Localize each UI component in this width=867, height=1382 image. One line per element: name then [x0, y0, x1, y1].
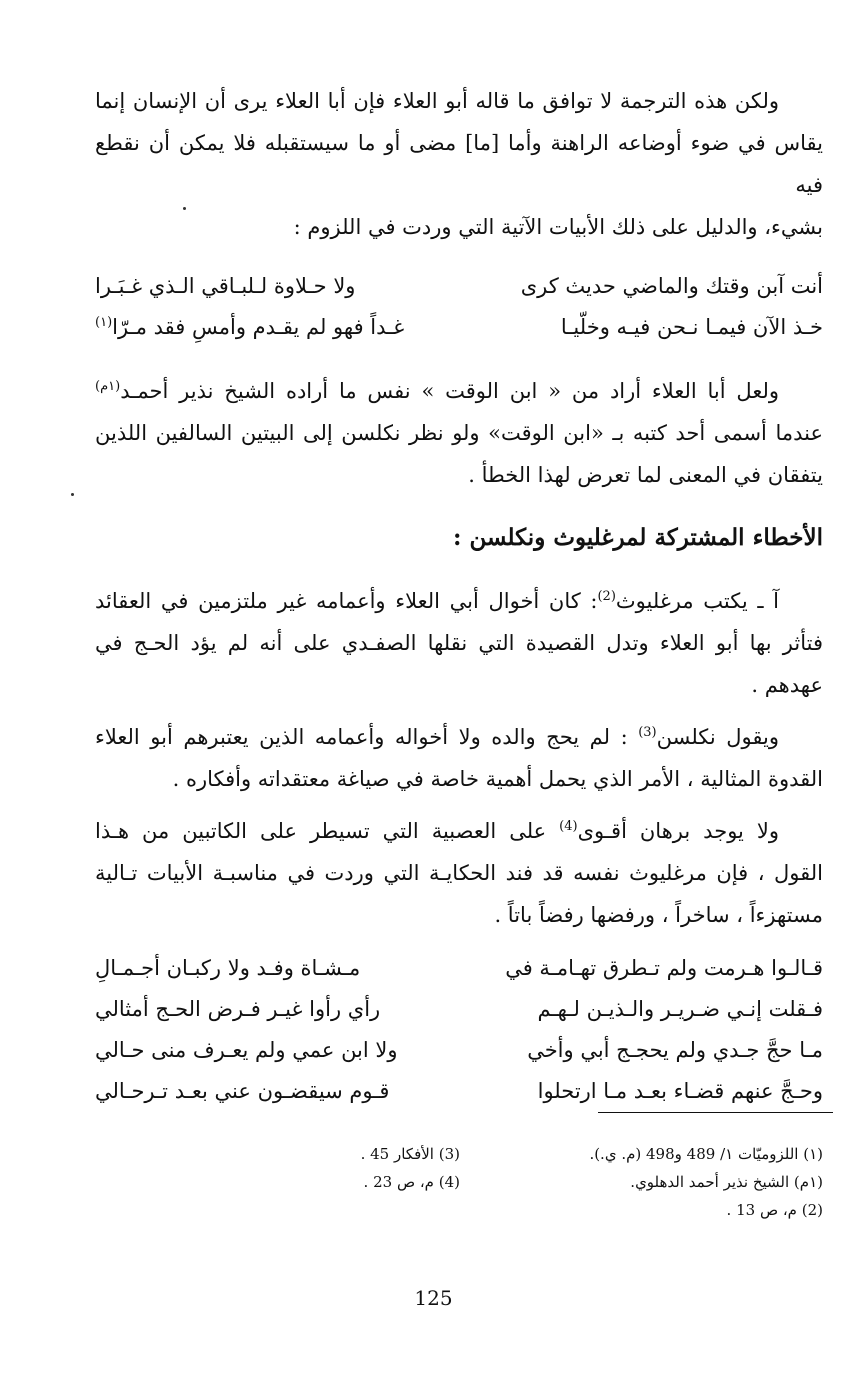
footnote-ref: (١م) [95, 379, 121, 394]
p4-text-a: ويقول نكلسن [656, 725, 779, 749]
verse-hemistich-right: وحـجَّ عنهم قضـاء بعـد مـا ارتحلوا [537, 1079, 823, 1103]
footnote: (١م) الشيخ نذير أحمد الدهلوي. [630, 1173, 823, 1191]
footnote: (4) م، ص 23 . [363, 1173, 460, 1191]
footnote-ref: (2) [597, 589, 616, 604]
scan-speck [183, 207, 186, 210]
page-body [95, 80, 823, 1112]
paragraph-4 [95, 716, 823, 800]
verse-row [95, 1030, 823, 1071]
verse-hemistich-right: قـالـوا هـرمت ولم تـطرق تهـامـة في [505, 956, 823, 980]
footnote-ref: (3) [638, 725, 657, 740]
p4-line-2: القدوة المثالية ، الأمر الذي يحمل أهمية خاصة في صياغة معتقداته وأفكاره . [172, 767, 823, 791]
p5-line-1 [95, 810, 823, 852]
p2-text: ولعل أبا العلاء أراد من « ابن الوقت » نفس ما أراده الشيخ نذير أحمـد [120, 379, 779, 403]
verse-hemistich-left: قـوم سيقضـون عني بعـد تـرحـالي [95, 1079, 390, 1103]
p2-line-3: يتفقان في المعنى لما تعرض لهذا الخطأ . [468, 463, 823, 487]
p5-text-a: ولا يوجد برهان أقـوى [577, 819, 779, 843]
paragraph-5 [95, 810, 823, 936]
footnote: (2) م، ص 13 . [726, 1201, 823, 1219]
p5-text-b: على العصبية التي تسيطر على الكاتبين من هـذا [95, 819, 560, 843]
p3-text-b: : كان أخوال أبي العلاء وأعمامه غير ملتزمين في العقائد [95, 589, 598, 613]
verse-row [95, 1071, 823, 1112]
p3-line-2: فتأثر بها أبو العلاء وتدل القصيدة التي نقلها الصفـدي على أنه لم يؤد الحـج في [95, 631, 823, 655]
p1-line-1: ولكن هذه الترجمة لا توافق ما قاله أبو العلاء فإن أبا العلاء يرى أن الإنسان إنما [95, 89, 779, 113]
verse-row [95, 307, 823, 348]
footnote: (١) اللزوميّات ١/ 489 و498 (م. ي.). [589, 1145, 823, 1163]
footnotes-left-column [310, 1140, 460, 1224]
verse-hemistich-left [95, 307, 452, 348]
verse-hemistich-right: فـقلت إنـي ضـريـر والـذيـن لـهـم [537, 997, 823, 1021]
verse-hemistich-left: مـشـاة وفـد ولا ركبـان أجـمـالِ [95, 956, 361, 980]
p1-line-3: بشيء، والدليل على ذلك الأبيات الآتية التي وردت في اللزوم : [293, 215, 823, 239]
verse-hemistich-left: ولا حـلاوة لـلبـاقي الـذي غـبَـرا [95, 274, 356, 298]
verse-hemistich-right: أنت آبن وقتك والماضي حديث كرى [520, 274, 823, 298]
verse-text: غـداً فهو لم يقـدم وأمسِ فقد مـرّا [112, 315, 405, 339]
paragraph-3 [95, 580, 823, 706]
verse-row [95, 948, 823, 989]
p2-line-2: عندما أسمى أحد كتبه بـ «ابن الوقت» ولو نظر نكلسن إلى البيتين السالفين اللذين [95, 421, 823, 445]
verse-row [95, 989, 823, 1030]
footnote-ref: (4) [559, 819, 578, 834]
verse-block-2 [95, 948, 823, 1112]
p3-line-3: عهدهم . [751, 673, 823, 697]
footnote-ref: (١) [95, 315, 113, 330]
verse-hemistich-left: رأي رأوا غيـر فـرض الحـج أمثالي [95, 997, 381, 1021]
footnotes-right-column [483, 1140, 823, 1224]
p3-text-a: آ ـ يكتب مرغليوث [615, 589, 779, 613]
paragraph-2 [95, 370, 823, 496]
p5-line-3: مستهزءاً ، ساخراً ، ورفضها رفضاً باتاً . [494, 903, 823, 927]
verse-hemistich-right: خـذ الآن فيمـا نـحن فيـه وخلّيـا [560, 315, 823, 339]
p2-line-1 [95, 370, 823, 412]
footnotes [310, 1140, 823, 1224]
verse-hemistich-left: ولا ابن عمي ولم يعـرف منى حـالي [95, 1038, 398, 1062]
scan-speck [71, 493, 74, 496]
verse-row [95, 266, 823, 307]
p3-line-1 [95, 580, 823, 622]
p1-line-2: يقاس في ضوء أوضاعه الراهنة وأما [ما] مضى أو ما سيستقبله فلا يمكن أن نقطع فيه [95, 131, 823, 197]
footnote-separator [598, 1112, 833, 1113]
verse-hemistich-right: مـا حجَّ جـدي ولم يحجـج أبي وأخي [527, 1038, 823, 1062]
section-heading: الأخطاء المشتركة لمرغليوث ونكلسن : [452, 524, 823, 551]
p4-line-1 [95, 716, 823, 758]
p4-text-b: : لم يحج والده ولا أخواله وأعمامه الذين يعتبرهم أبو العلاء [95, 725, 639, 749]
paragraph-1 [95, 80, 823, 248]
footnote: (3) الأفكار 45 . [360, 1145, 460, 1163]
verse-block-1 [95, 266, 823, 348]
p5-line-2: القول ، فإن مرغليوث نفسه قد فند الحكايـة التي وردت في مناسبـة الأبيات تـالية [95, 861, 823, 885]
page-number: 125 [414, 1286, 453, 1310]
